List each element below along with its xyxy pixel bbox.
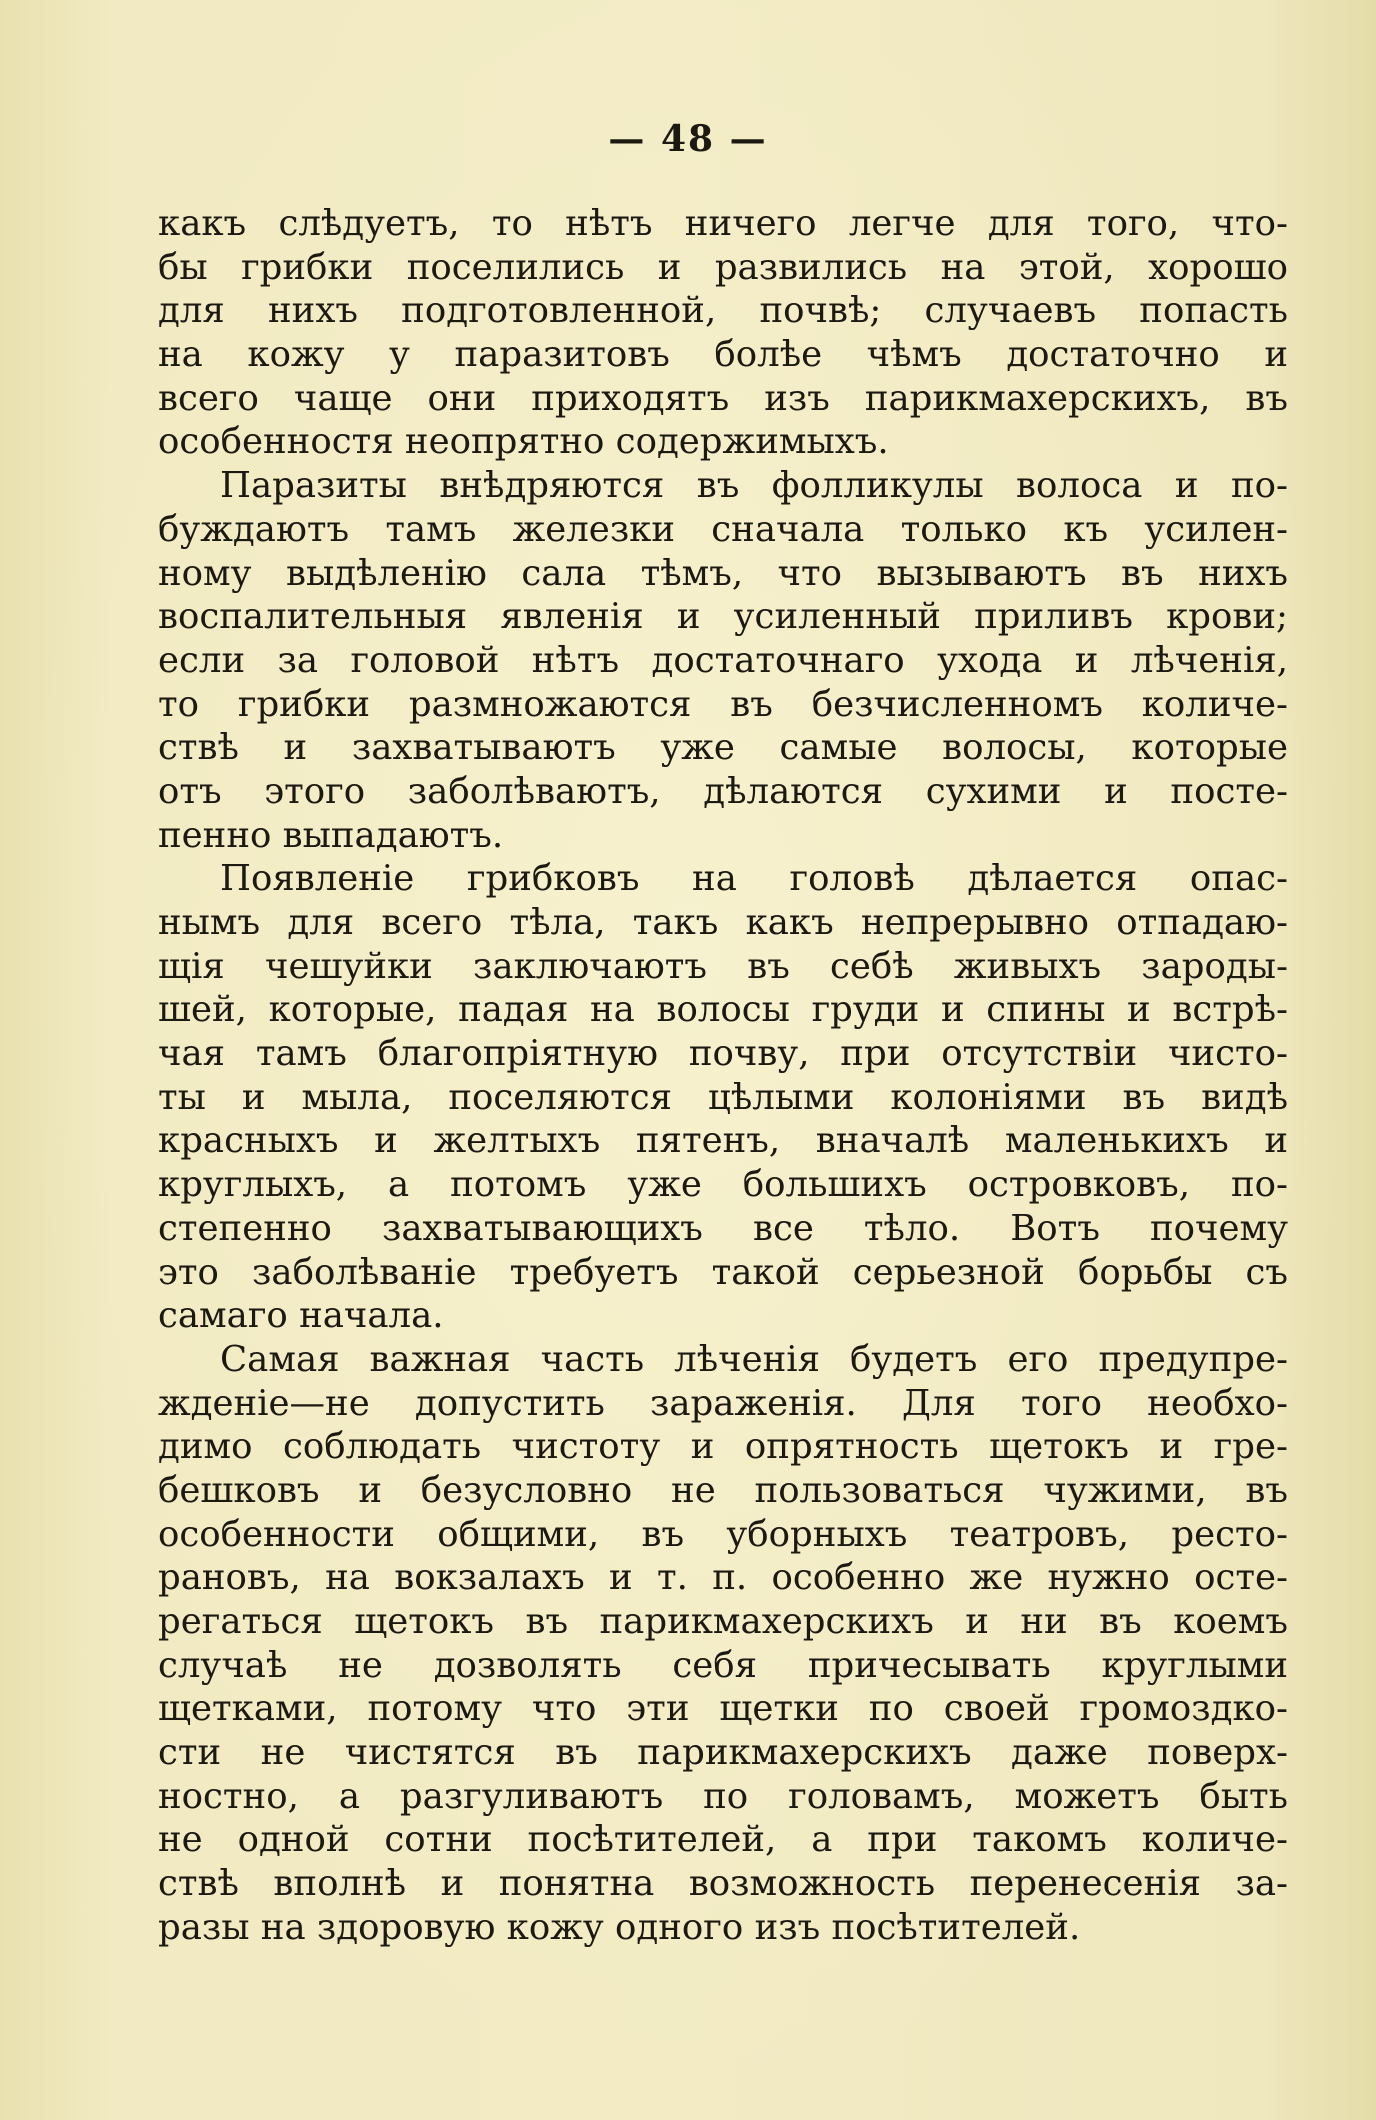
text-line: сти не чистятся въ парикмахерскихъ даже поверх- [158,1732,1288,1774]
text-line: всего чаще они приходятъ изъ парикмахерскихъ, въ [158,377,1288,419]
text-line: на кожу у паразитовъ болѣе чѣмъ достаточно и [158,334,1288,376]
text-line: степенно захватывающихъ все тѣло. Вотъ почему [158,1207,1288,1249]
text-line: щетками, потому что эти щетки по своей громоздко- [158,1688,1288,1730]
text-line: то грибки размножаются въ безчисленномъ количе- [158,683,1288,725]
text-line: если за головой нѣтъ достаточнаго ухода и лѣченія, [158,639,1288,681]
text-line: ствѣ вполнѣ и понятна возможность перенесенія за- [158,1863,1288,1905]
text-line: ствѣ и захватываютъ уже самые волосы, которые [158,727,1288,769]
text-line: красныхъ и желтыхъ пятенъ, вначалѣ маленькихъ и [158,1120,1288,1162]
text-line: случаѣ не дозволять себя причесывать круглыми [158,1644,1288,1686]
text-line: жденіе—не допустить зараженія. Для того необхо- [158,1382,1288,1424]
text-line: Самая важная часть лѣченія будетъ его предупре- [220,1338,1288,1380]
paragraph [158,202,1288,464]
text-line: разы на здоровую кожу одного изъ посѣтителей. [158,1906,1081,1948]
text-line: самаго начала. [158,1295,444,1337]
page-number: — 48 — [608,118,768,160]
text-line: ному выдѣленію сала тѣмъ, что вызываютъ въ нихъ [158,552,1288,594]
paragraph [158,1338,1288,1950]
text-line: пенно выпадаютъ. [158,814,504,856]
text-line: шей, которые, падая на волосы груди и спины и встрѣ- [158,989,1288,1031]
text-line: особенности общими, въ уборныхъ театровъ, ресто- [158,1513,1288,1555]
text-line: круглыхъ, а потомъ уже большихъ островковъ, по- [158,1164,1288,1206]
text-line: особенностя неопрятно содержимыхъ. [158,421,889,463]
text-line: рановъ, на вокзалахъ и т. п. особенно же нужно осте- [158,1557,1288,1599]
text-line: ты и мыла, поселяются цѣлыми колоніями въ видѣ [158,1076,1288,1118]
text-line: это заболѣваніе требуетъ такой серьезной борьбы съ [158,1251,1288,1293]
text-line: не одной сотни посѣтителей, а при такомъ количе- [158,1819,1288,1861]
body-text [158,202,1288,1950]
text-line: какъ слѣдуетъ, то нѣтъ ничего легче для того, что- [158,203,1288,244]
text-line: для нихъ подготовленной, почвѣ; случаевъ попасть [158,290,1288,332]
paragraph [158,464,1288,857]
text-line: Паразиты внѣдряются въ фолликулы волоса и по- [220,465,1288,507]
text-line: нымъ для всего тѣла, такъ какъ непрерывно отпадаю- [158,902,1288,943]
text-line: ностно, а разгуливаютъ по головамъ, можетъ быть [158,1775,1288,1817]
text-line: регаться щетокъ въ парикмахерскихъ и ни въ коемъ [158,1601,1288,1642]
text-line: бешковъ и безусловно не пользоваться чужими, въ [158,1469,1288,1511]
text-line: бы грибки поселились и развились на этой, хорошо [158,246,1288,288]
text-line: щія чешуйки заключаютъ въ себѣ живыхъ зароды- [158,945,1288,987]
text-line: отъ этого заболѣваютъ, дѣлаются сухими и посте- [158,770,1288,812]
paragraph [158,857,1288,1338]
text-line: Появленіе грибковъ на головѣ дѣлается опас- [220,858,1288,900]
text-line: буждаютъ тамъ железки сначала только къ усилен- [158,508,1288,550]
text-line: димо соблюдать чистоту и опрятность щетокъ и гре- [158,1426,1288,1468]
text-line: чая тамъ благопріятную почву, при отсутствіи чисто- [158,1033,1288,1075]
text-line: воспалительныя явленія и усиленный приливъ крови; [158,596,1288,638]
